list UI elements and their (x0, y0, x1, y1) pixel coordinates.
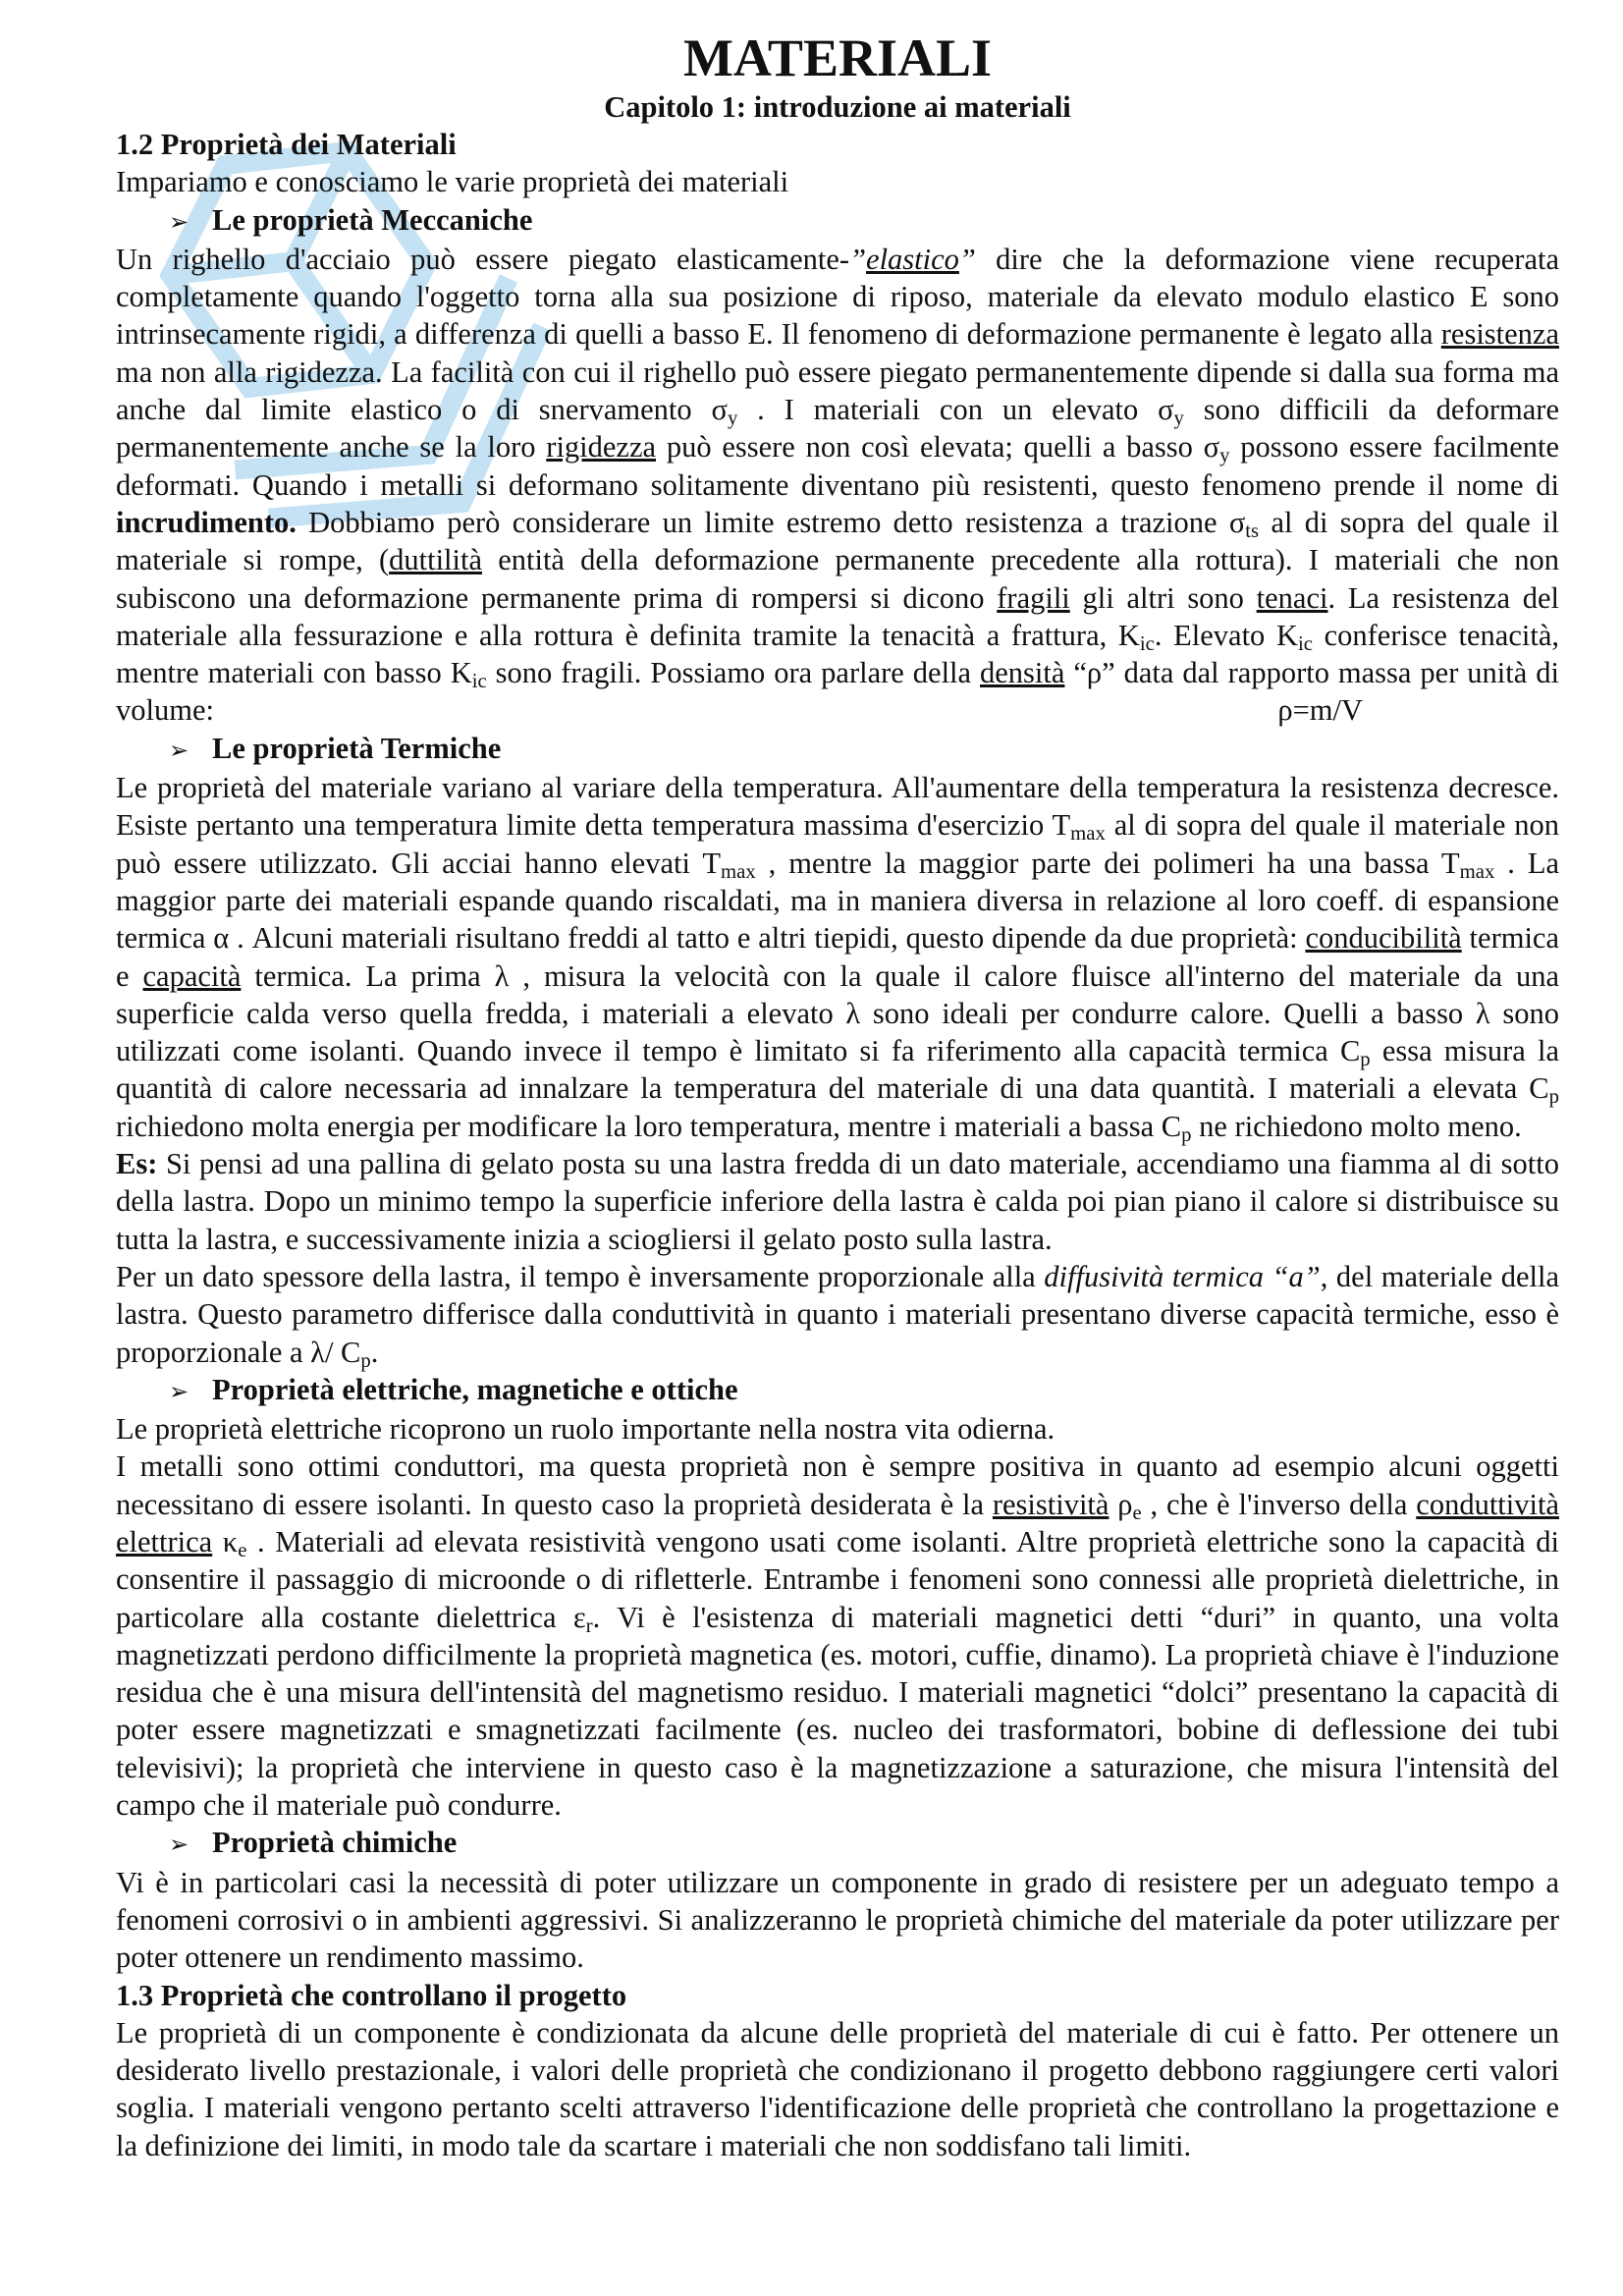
document-page (116, 27, 1559, 2164)
section-intro: Impariamo e conosciamo le varie proprietà dei materiali (116, 165, 789, 199)
paragraph-diffusivity: Per un dato spessore della lastra, il tempo è inversamente proporzionale alla diffusività termica “a”, del materiale della lastra. Questo parametro differisce dalla conduttività in quanto i materiali presentano diverse capacità termiche, esso è proporzionale a λ/ $C_p$. (116, 1259, 1559, 1372)
arrowhead-bullet-icon: ➢ (169, 1377, 189, 1405)
paragraph-electrical-intro: Le proprietà elettriche ricoprono un ruolo importante nella nostra vita odierna. (116, 1412, 1055, 1447)
term-resistivita: resistività (992, 1487, 1109, 1521)
term-duttilita: duttilità (389, 543, 483, 577)
paragraph-example: Es: Si pensi ad una pallina di gelato posta su una lastra fredda di un dato materiale, accendiamo una fiamma al di sotto della lastra. Dopo un minimo tempo la superficie inferiore della lastra è calda poi pian piano il calore si distribuisce su tutta la lastra, e successivamente inizia a sciogliersi il gelato posto sulla lastra. (116, 1147, 1559, 1256)
term-fragili: fragili (997, 580, 1070, 615)
term-rigidezza: rigidezza (546, 430, 657, 465)
term-elastico: elastico (866, 242, 959, 276)
term-densita: densità (980, 656, 1065, 690)
section-heading-1-3: 1.3 Proprietà che controllano il progetto (116, 1978, 627, 2012)
example-label: Es: (116, 1147, 158, 1181)
paragraph-design: Le proprietà di un componente è condizionata da alcune delle proprietà del materiale di cui è fatto. Per ottenere un desiderato livello prestazionale, i valori delle proprietà che condizionano il progetto debbono raggiungere certi valori soglia. I materiali vengono pertanto scelti attraverso l'identificazione delle proprietà che controllano la progettazione e la definizione dei limiti, in modo tale da scartare i materiali che non soddisfano tali limiti. (116, 2015, 1559, 2162)
term-capacita: capacità (142, 958, 242, 993)
paragraph-mechanical: Un righello d'acciaio può essere piegato elasticamente-”elastico” dire che la deformazione viene recuperata completamente quando l'oggetto torna alla sua posizione di riposo, materiale da elevato modulo elastico E sono intrinsecamente rigidi, a differenza di quelli a basso E. Il fenomeno di deformazione permanente è legato alla resistenza ma non alla rigidezza. La facilità con cui il righello può essere piegato permanentemente dipende si dalla sua forma ma anche dal limite elastico o di snervamento $\sigma_y$ . I materiali con un elevato $\sigma_y$ sono difficili da deformare permanentemente anche se la loro rigidezza può essere non così elevata; quelli a basso $\sigma_y$ possono essere facilmente deformati. Quando i metalli si deformano solitamente diventano più resistenti, questo fenomeno prende il nome di incrudimento. Dobbiamo però considerare un limite estremo detto resistenza a trazione $\sigma_{ts}$ al di sopra del quale il materiale si rompe, (duttilità entità della deformazione permanente precedente alla rottura). I materiali che non subiscono una deformazione permanente prima di rompersi si dicono fragili gli altri sono tenaci. La resistenza del materiale alla fessurazione e alla rottura è definita tramite la tenacità a frattura, $K_{ic}$. Elevato $K_{ic}$ conferisce tenacità, mentre materiali con basso $K_{ic}$ sono fragili. Possiamo ora parlare della densità “ρ” data dal rapporto massa per unità di volume: ρ=m/V (116, 241, 1559, 730)
term-resistenza: resistenza (1440, 317, 1559, 352)
section-heading-1-2: 1.2 Proprietà dei Materiali (116, 128, 457, 161)
chapter-title: Capitolo 1: introduzione ai materiali (604, 90, 1071, 124)
subheading-chemical-label: Proprietà chimiche (212, 1826, 458, 1860)
term-tenaci: tenaci (1256, 580, 1328, 615)
density-formula: ρ=m/V (1277, 693, 1363, 728)
term-diffusivita: diffusività termica “a” (1044, 1259, 1321, 1293)
arrowhead-bullet-icon: ➢ (169, 736, 189, 764)
arrowhead-bullet-icon: ➢ (169, 1831, 189, 1859)
subheading-mechanical (169, 201, 1559, 241)
subheading-thermal-label: Le proprietà Termiche (212, 731, 502, 765)
subheading-mechanical-label: Le proprietà Meccaniche (212, 202, 533, 237)
document-title: MATERIALI (682, 28, 993, 87)
subheading-electrical (169, 1371, 1559, 1410)
term-conduttivita-elettrica: conduttività elettrica (116, 1487, 1559, 1558)
arrowhead-bullet-icon: ➢ (169, 207, 189, 236)
term-conducibilita: conducibilità (1305, 921, 1462, 956)
paragraph-electrical: I metalli sono ottimi conduttori, ma questa proprietà non è sempre positiva in quanto ad esempio alcuni oggetti necessitano di essere isolanti. In questo caso la proprietà desiderata è la resistività $\rho_e$ , che è l'inverso della conduttività elettrica $\kappa_e$ . Materiali ad elevata resistività vengono usati come isolanti. Altre proprietà elettriche sono la capacità di consentire il passaggio di microonde o di rifletterle. Entrambe i fenomeni sono connessi alle proprietà dielettriche, in particolare alla costante dielettrica $\varepsilon_r$. Vi è l'esistenza di materiali magnetici detti “duri” in quanto, una volta magnetizzati perdono difficilmente la proprietà magnetica (es. motori, cuffie, dinamo). La proprietà chiave è l'induzione residua che è una misura dell'intensità del magnetismo residuo. I materiali magnetici “dolci” presentano la capacità di poter essere magnetizzati e smagnetizzati facilmente (es. nucleo dei trasformatori, bobine di deflessione dei tubi televisivi); la proprietà che interviene in questo caso è la magnetizzazione a saturazione, che misura l'intensità del campo che il materiale può condurre. (116, 1449, 1560, 1823)
subheading-thermal (169, 730, 1559, 769)
paragraph-chemical: Vi è in particolari casi la necessità di poter utilizzare un componente in grado di resistere per un adeguato tempo a fenomeni corrosivi o in ambienti aggressivi. Si analizzeranno le proprietà chimiche del materiale da poter utilizzare per poter ottenere un rendimento massimo. (116, 1865, 1559, 1975)
subheading-chemical (169, 1824, 1559, 1863)
term-incrudimento: incrudimento. (116, 505, 297, 539)
subheading-electrical-label: Proprietà elettriche, magnetiche e ottiche (212, 1372, 738, 1406)
paragraph-thermal: Le proprietà del materiale variano al variare della temperatura. All'aumentare della temperatura la resistenza decresce. Esiste pertanto una temperatura limite detta temperatura massima d'esercizio $T_{max}$ al di sopra del quale il materiale non può essere utilizzato. Gli acciai hanno elevati $T_{max}$ , mentre la maggior parte dei polimeri ha una bassa $T_{max}$ . La maggior parte dei materiali espande quando riscaldati, ma in maniera diversa in relazione al loro coeff. di espansione termica α . Alcuni materiali risultano freddi al tatto e altri tiepidi, questo dipende da due proprietà: conducibilità termica e capacità termica. La prima λ , misura la velocità con la quale il calore fluisce all'interno del materiale da una superficie calda verso quella fredda, i materiali a elevato λ sono ideali per condurre calore. Quelli a basso λ sono utilizzati come isolanti. Quando invece il tempo è limitato si fa riferimento alla capacità termica $C_p$ essa misura la quantità di calore necessaria ad innalzare la temperatura del materiale di una data quantità. I materiali a elevata $C_p$ richiedono molta energia per modificare la loro temperatura, mentre i materiali a bassa $C_p$ ne richiedono molto meno. (116, 771, 1560, 1146)
